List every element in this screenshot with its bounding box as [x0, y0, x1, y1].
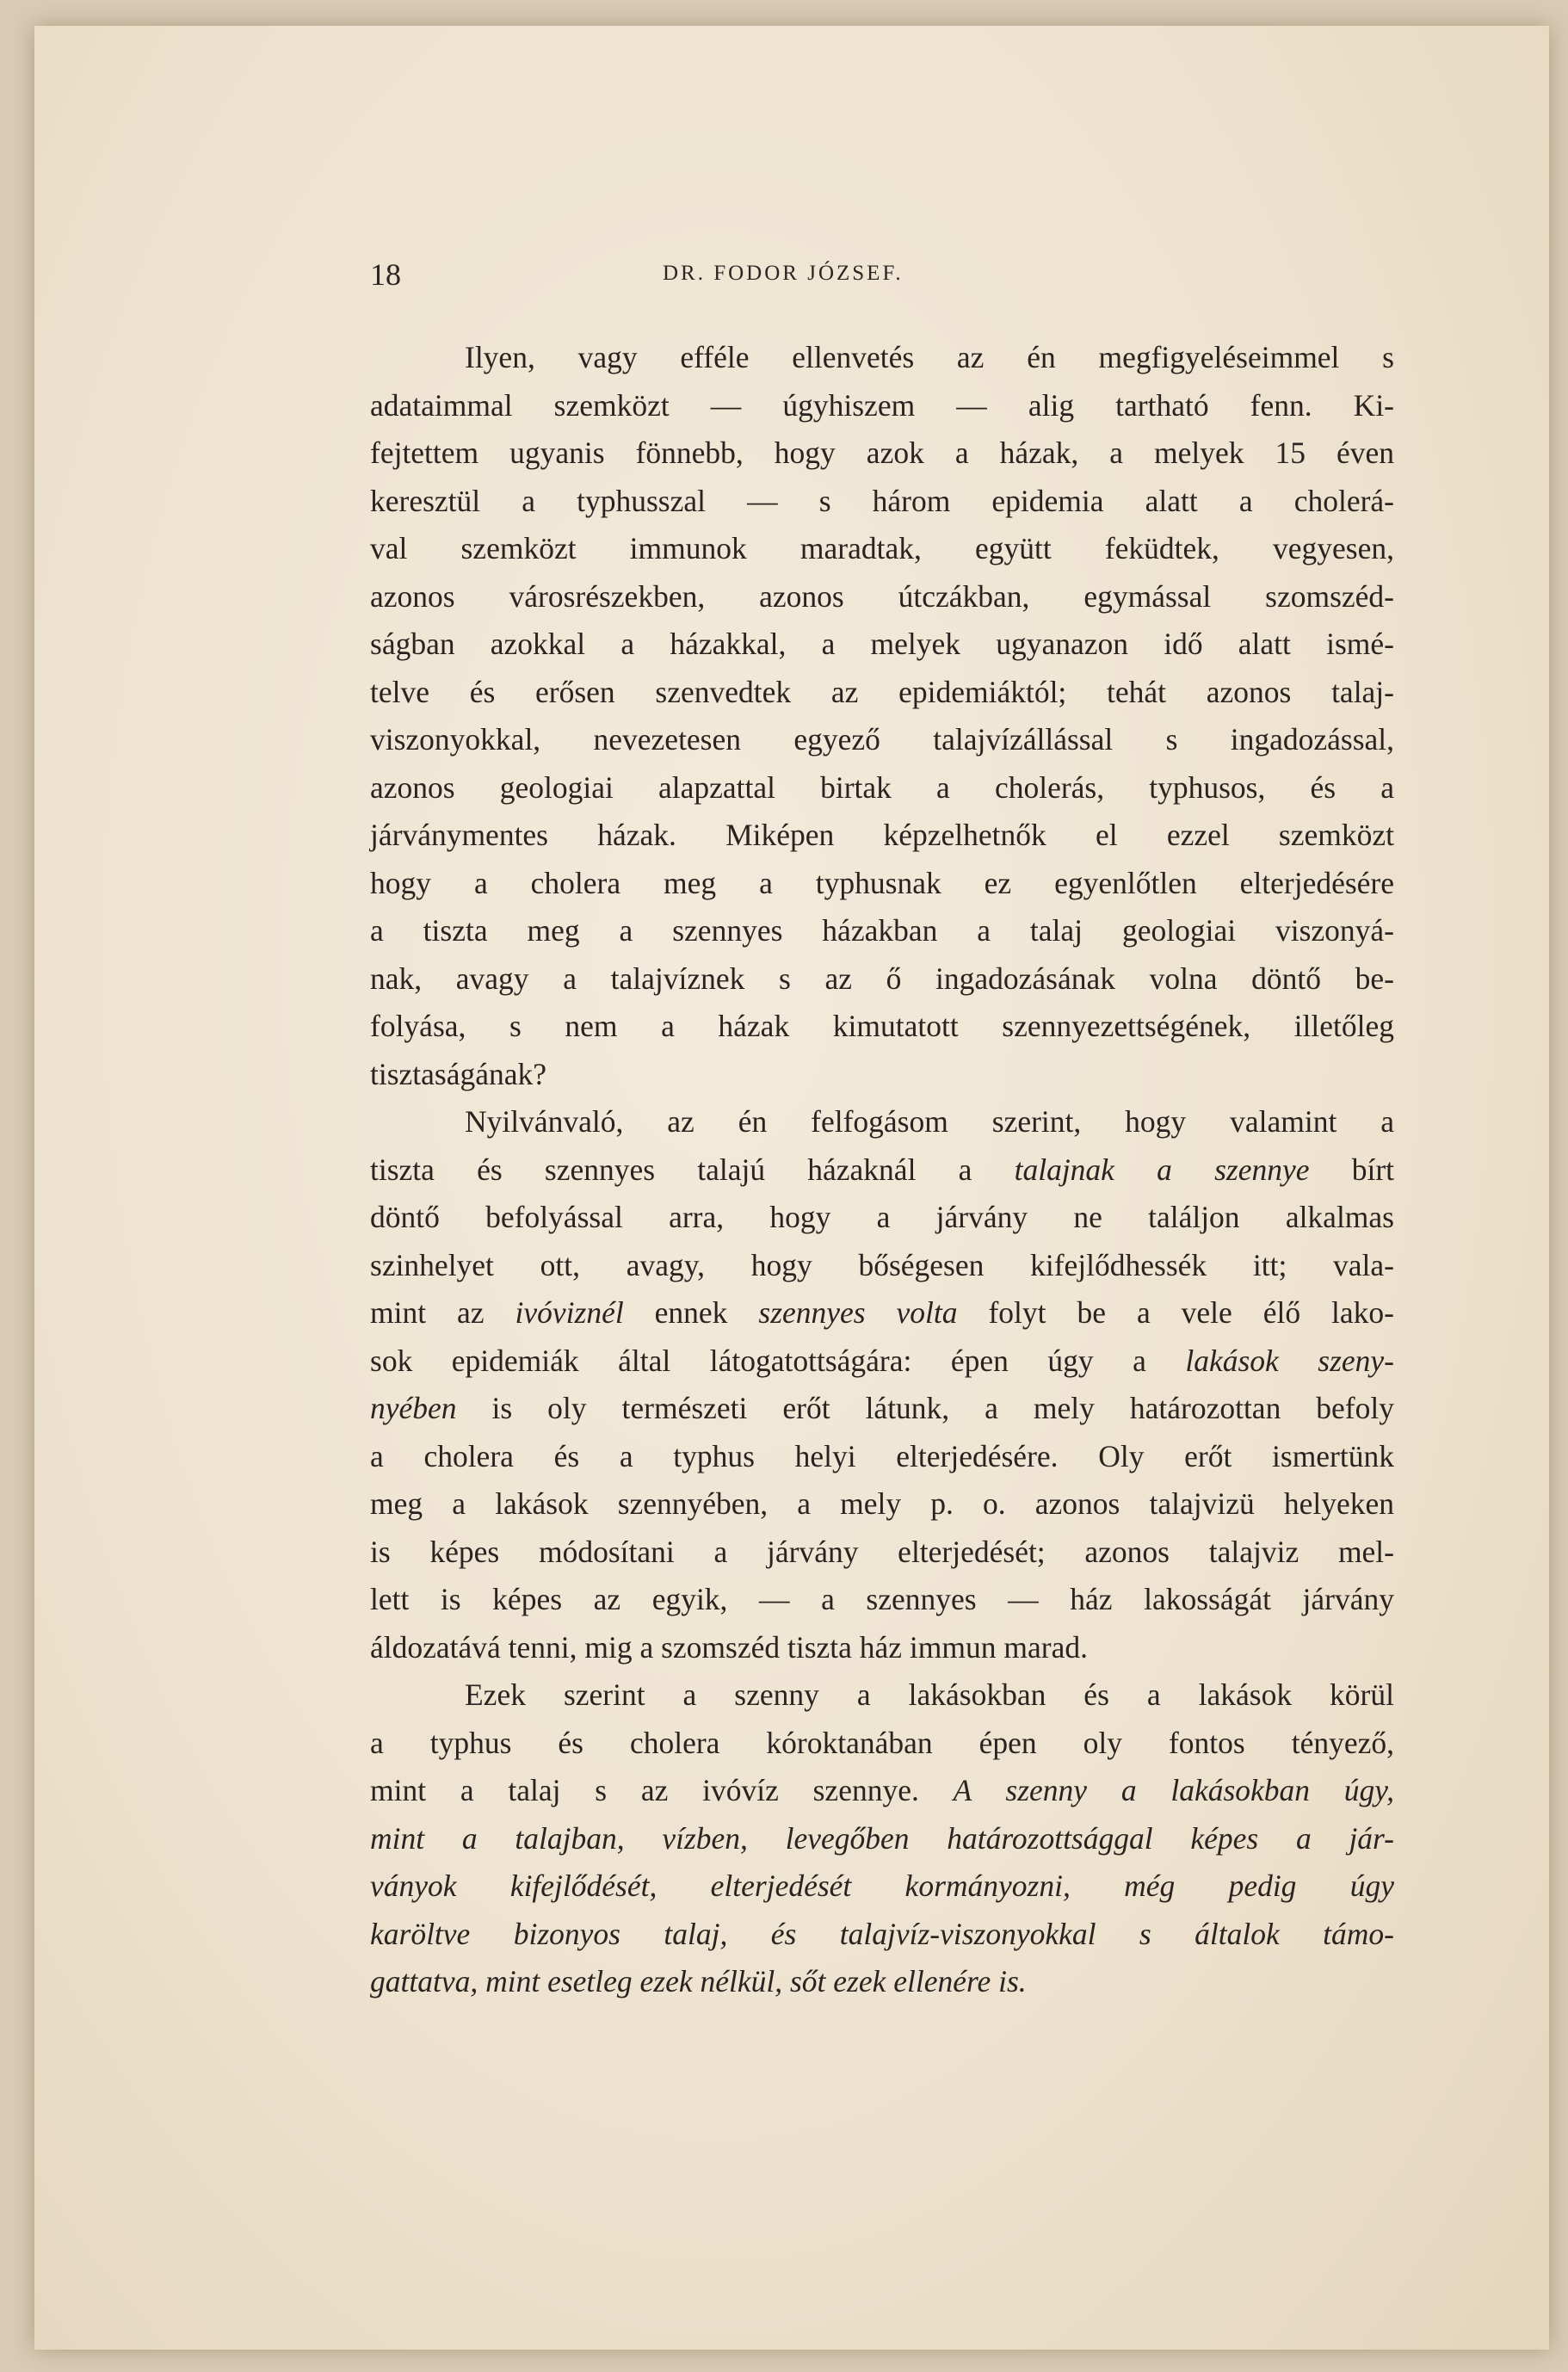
text-line: [370, 1480, 1394, 1529]
text-line: [370, 764, 1394, 812]
text-run: mint a talaj s az ivóvíz szennye.: [370, 1773, 954, 1807]
text-run: azonos városrészekben, azonos útczákban, egymással szomszéd-: [370, 578, 1394, 614]
italic-text: szennyes volta: [758, 1295, 958, 1330]
text-run: adataimmal szemközt — úgyhiszem — alig tartható fenn. Ki-: [370, 387, 1394, 423]
text-run: sok epidemiák által látogatottságára: épen úgy a: [370, 1343, 1186, 1378]
italic-text: nyében: [370, 1391, 457, 1425]
text-run: a typhus és cholera kóroktanában épen oly fontos tényező,: [370, 1725, 1394, 1760]
text-run: tisztaságának?: [370, 1056, 547, 1091]
text-run: nak, avagy a talajvíznek s az ő ingadozásának volna döntő be-: [370, 961, 1394, 996]
text-line: [370, 1624, 1394, 1672]
text-run: a cholera és a typhus helyi elterjedésére. Oly erőt ismertünk: [370, 1438, 1394, 1473]
text-run: folyt be a vele élő lako-: [957, 1295, 1394, 1330]
text-run: keresztül a typhusszal — s három epidemia alatt a cholerá-: [370, 483, 1394, 518]
text-line: [370, 1815, 1394, 1863]
text-line: [370, 573, 1394, 621]
text-line: [370, 1289, 1394, 1337]
text-line: [370, 1337, 1394, 1386]
text-run: telve és erősen szenvedtek az epidemiáktól; tehát azonos talaj-: [370, 674, 1394, 709]
text-run: fejtettem ugyanis fönnebb, hogy azok a házak, a melyek 15 éven: [370, 435, 1394, 470]
italic-text: ványok kifejlődését, elterjedését kormányozni, még pedig úgy: [370, 1869, 1394, 1903]
text-run: bírt: [1309, 1152, 1394, 1187]
text-line: [370, 1576, 1394, 1624]
italic-text: lakások szeny-: [1185, 1343, 1394, 1378]
italic-text: talajnak a szennye: [1014, 1152, 1310, 1187]
italic-text: A szenny a lakásokban úgy,: [953, 1773, 1394, 1807]
text-run: ságban azokkal a házakkal, a melyek ugyanazon idő alatt ismé-: [370, 627, 1394, 661]
text-line: [370, 1242, 1394, 1290]
text-line: [370, 716, 1394, 764]
text-line: [370, 334, 1394, 382]
text-run: folyása, s nem a házak kimutatott szennyezettségének, illetőleg: [370, 1009, 1394, 1043]
text-run: szinhelyet ott, avagy, hogy bőségesen kifejlődhessék itt; vala-: [370, 1247, 1394, 1282]
text-line: [370, 1529, 1394, 1577]
text-line: [370, 1911, 1394, 1959]
running-head: DR. FODOR JÓZSEF.: [663, 262, 904, 285]
text-line: [370, 669, 1394, 717]
text-line: [370, 621, 1394, 669]
text-line: [370, 525, 1394, 573]
italic-text: ivóviznél: [515, 1295, 624, 1330]
text-line: [370, 1194, 1394, 1242]
text-run: viszonyokkal, nevezetesen egyező talajvízállással s ingadozással,: [370, 722, 1394, 757]
text-run: val szemközt immunok maradtak, együtt feküdtek, vegyesen,: [370, 531, 1394, 565]
text-line: [370, 1003, 1394, 1051]
text-line: [370, 1146, 1394, 1195]
text-run: hogy a cholera meg a typhusnak ez egyenlőtlen elterjedésére: [370, 865, 1394, 900]
text-run: meg a lakások szennyében, a mely p. o. azonos talajvizü helyeken: [370, 1486, 1394, 1521]
text-line: [370, 1862, 1394, 1911]
text-line: [370, 1671, 1394, 1720]
page-header: [370, 256, 1394, 300]
text-run: tiszta és szennyes talajú házaknál a: [370, 1152, 1015, 1187]
text-line: [370, 1767, 1394, 1815]
text-run: mint az: [370, 1295, 515, 1330]
italic-text: karöltve bizonyos talaj, és talajvíz-viszonyokkal s általok támo-: [370, 1916, 1394, 1951]
text-line: [370, 907, 1394, 955]
italic-text: gattatva, mint esetleg ezek nélkül, sőt ezek ellenére is.: [370, 1964, 1027, 1998]
text-line: [370, 478, 1394, 526]
text-run: is oly természeti erőt látunk, a mely határozottan befoly: [456, 1391, 1394, 1425]
text-run: azonos geologiai alapzattal birtak a cholerás, typhusos, és a: [370, 769, 1394, 805]
text-run: Ezek szerint a szenny a lakásokban és a lakások körül: [465, 1677, 1394, 1712]
italic-text: mint a talajban, vízben, levegőben határozottsággal képes a jár-: [370, 1820, 1394, 1856]
book-page: [34, 26, 1549, 2350]
text-line: [370, 1433, 1394, 1481]
text-line: [370, 429, 1394, 478]
page-number: 18: [370, 257, 401, 292]
text-run: lett is képes az egyik, — a szennyes — ház lakosságát járvány: [370, 1582, 1394, 1616]
text-run: ennek: [623, 1295, 759, 1330]
text-line: [370, 955, 1394, 1004]
text-line: [370, 812, 1394, 860]
text-run: áldozatává tenni, mig a szomszéd tiszta ház immun marad.: [370, 1629, 1088, 1665]
text-run: Nyilvánvaló, az én felfogásom szerint, hogy valamint a: [465, 1104, 1394, 1139]
text-run: a tiszta meg a szennyes házakban a talaj geologiai viszonyá-: [370, 913, 1394, 948]
text-line: [370, 1051, 1394, 1099]
text-line: [370, 1385, 1394, 1433]
text-line: [370, 1098, 1394, 1146]
text-run: Ilyen, vagy efféle ellenvetés az én megfigyeléseimmel s: [465, 340, 1394, 374]
text-run: is képes módosítani a járvány elterjedését; azonos talajviz mel-: [370, 1534, 1394, 1569]
text-line: [370, 1958, 1394, 2006]
text-run: döntő befolyással arra, hogy a járvány ne találjon alkalmas: [370, 1200, 1394, 1234]
text-line: [370, 860, 1394, 908]
text-run: járványmentes házak. Miképen képzelhetnők el ezzel szemközt: [370, 818, 1394, 852]
text-line: [370, 1720, 1394, 1768]
body-text: [370, 334, 1394, 2006]
text-line: [370, 382, 1394, 430]
